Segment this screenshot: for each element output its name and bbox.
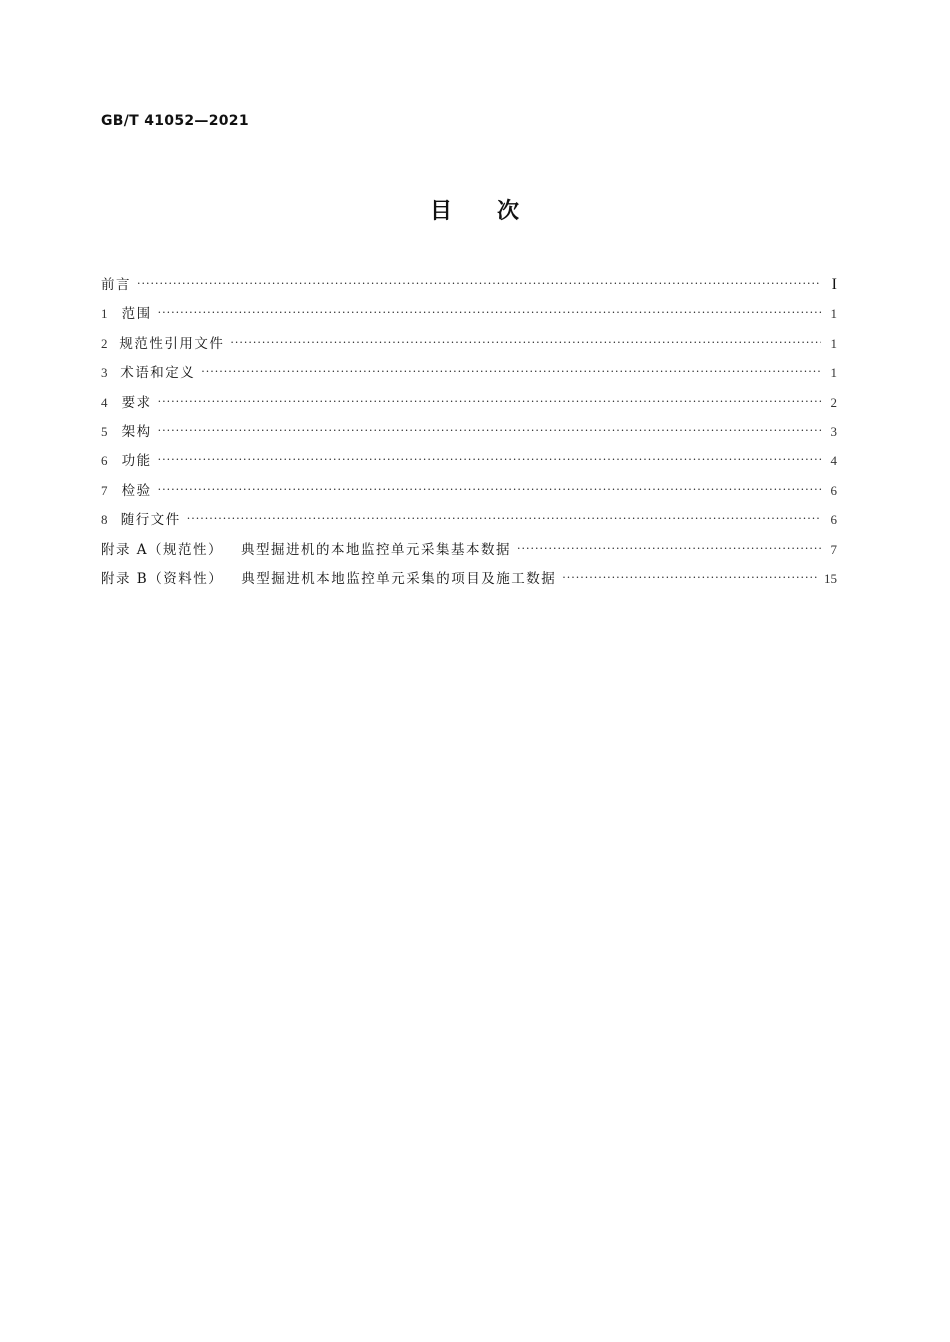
toc-entry-page: 6 <box>830 512 837 528</box>
toc-entry-foreword[interactable] <box>101 273 837 302</box>
toc-entry-number: 4 <box>101 394 108 410</box>
toc-entry-terms-definitions[interactable] <box>101 361 837 390</box>
toc-entry-label: 范围 <box>121 306 152 323</box>
toc-leader-dots <box>158 395 821 408</box>
toc-entry-number: 3 <box>101 365 108 381</box>
toc-entry-label: 术语和定义 <box>120 365 196 382</box>
toc-entry-page: 1 <box>830 365 837 381</box>
toc-entry-label: 功能 <box>121 453 152 470</box>
toc-entry-label: 架构 <box>121 423 152 440</box>
toc-entry-label: 要求 <box>121 394 152 411</box>
toc-entry-number: 6 <box>101 453 108 469</box>
toc-list <box>101 273 837 596</box>
toc-entry-scope[interactable] <box>101 302 837 331</box>
toc-leader-dots <box>137 277 821 290</box>
toc-annex-label: 附录 A（规范性） <box>101 541 224 558</box>
toc-entry-label: 前言 <box>101 277 131 293</box>
toc-leader-dots <box>158 306 821 319</box>
toc-entry-functions[interactable] <box>101 449 837 478</box>
toc-annex-label: 附录 B（资料性） <box>101 570 224 587</box>
toc-title <box>0 194 950 225</box>
toc-leader-dots <box>562 571 818 584</box>
toc-leader-dots <box>158 424 821 437</box>
toc-leader-dots <box>517 542 821 555</box>
toc-entry-number: 2 <box>101 335 108 351</box>
toc-entry-page: 4 <box>830 453 837 469</box>
toc-entry-annex-a[interactable] <box>101 538 837 567</box>
toc-leader-dots <box>187 512 821 525</box>
toc-entry-label: 规范性引用文件 <box>119 335 225 352</box>
toc-entry-number: 7 <box>101 482 108 498</box>
toc-annex-title: 典型掘进机本地监控单元采集的项目及施工数据 <box>241 570 557 587</box>
toc-entry-label: 检验 <box>121 482 152 499</box>
toc-entry-accompanying-documents[interactable] <box>101 508 837 537</box>
toc-title-part2: 次 <box>497 199 521 224</box>
toc-entry-page: 1 <box>830 335 837 351</box>
toc-leader-dots <box>201 365 821 378</box>
toc-entry-page: 6 <box>830 482 837 498</box>
toc-entry-number: 8 <box>101 512 108 528</box>
toc-leader-dots <box>158 483 821 496</box>
toc-entry-page: 15 <box>824 570 837 586</box>
toc-entry-label <box>101 538 511 558</box>
toc-entry-page: 2 <box>830 394 837 410</box>
toc-title-part1: 目 <box>429 199 453 224</box>
toc-entry-inspection[interactable] <box>101 479 837 508</box>
toc-entry-page: I <box>831 276 837 293</box>
toc-entry-architecture[interactable] <box>101 420 837 449</box>
toc-entry-page: 1 <box>830 306 837 322</box>
toc-entry-annex-b[interactable] <box>101 567 837 596</box>
toc-entry-number: 5 <box>101 423 108 439</box>
standard-code: GB/T 41052—2021 <box>101 113 249 129</box>
toc-entry-label <box>101 567 556 587</box>
toc-entry-number: 1 <box>101 306 108 322</box>
toc-entry-label: 随行文件 <box>120 512 181 529</box>
toc-entry-page: 7 <box>830 541 837 557</box>
toc-annex-title: 典型掘进机的本地监控单元采集基本数据 <box>241 541 512 558</box>
toc-leader-dots <box>158 453 821 466</box>
toc-entry-requirements[interactable] <box>101 391 837 420</box>
toc-leader-dots <box>230 336 821 349</box>
toc-entry-page: 3 <box>830 423 837 439</box>
toc-entry-normative-references[interactable] <box>101 332 837 361</box>
